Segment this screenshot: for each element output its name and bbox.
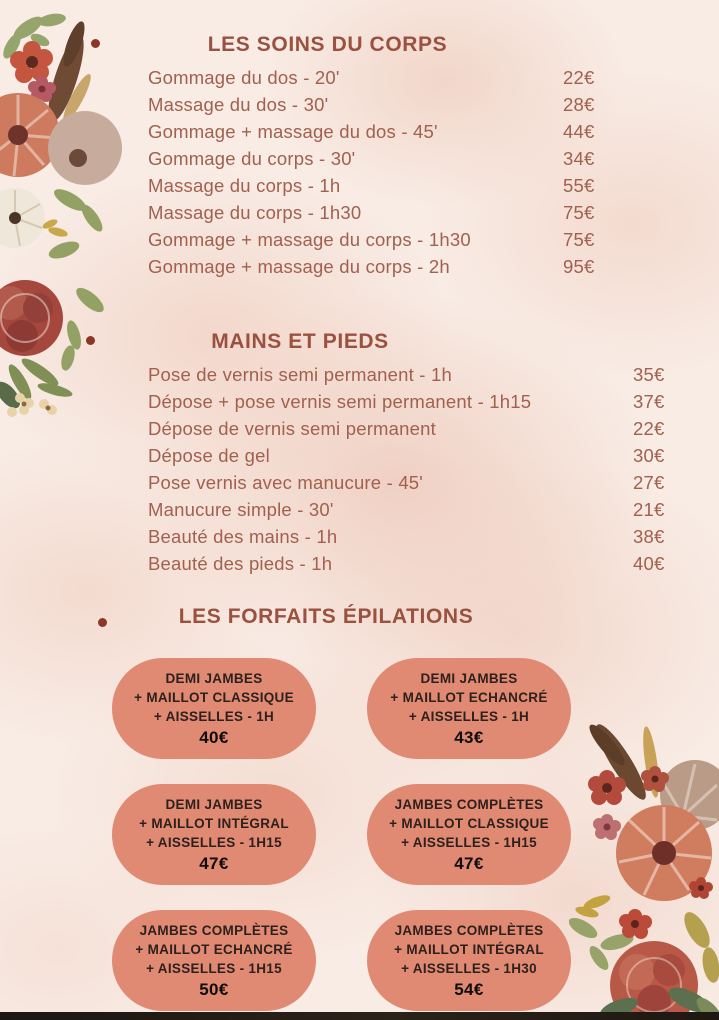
menu-list-mains-et-pieds xyxy=(148,361,688,577)
menu-item xyxy=(148,253,688,280)
section-bullet xyxy=(91,39,100,48)
package-line: DEMI JAMBES xyxy=(165,671,263,686)
package-line: + AISSELLES - 1H15 xyxy=(146,961,282,976)
menu-item xyxy=(148,415,688,442)
package-card xyxy=(367,910,571,1011)
menu-item xyxy=(148,91,688,118)
menu-item-price: 40€ xyxy=(633,553,665,574)
epilation-packages-grid xyxy=(112,658,571,1011)
menu-item-price: 21€ xyxy=(633,499,665,520)
menu-item xyxy=(148,361,688,388)
package-line: + MAILLOT ECHANCRÉ xyxy=(390,690,548,705)
menu-item xyxy=(148,145,688,172)
section-title-soins-du-corps: LES SOINS DU CORPS xyxy=(207,33,448,56)
package-line: + AISSELLES - 1H xyxy=(153,709,275,724)
menu-item-label: Manucure simple - 30' xyxy=(148,499,334,520)
menu-item-label: Gommage + massage du corps - 1h30 xyxy=(148,229,471,250)
menu-item-price: 30€ xyxy=(633,445,665,466)
package-line: DEMI JAMBES xyxy=(165,797,263,812)
menu-item-label: Beauté des mains - 1h xyxy=(148,526,338,547)
menu-item-price: 38€ xyxy=(633,526,665,547)
package-line: JAMBES COMPLÈTES xyxy=(394,797,544,812)
menu-item xyxy=(148,550,688,577)
package-line: JAMBES COMPLÈTES xyxy=(139,923,289,938)
menu-item-label: Massage du corps - 1h30 xyxy=(148,202,362,223)
section-bullet xyxy=(86,336,95,345)
menu-item-price: 22€ xyxy=(563,67,595,88)
package-card xyxy=(112,658,316,759)
menu-item xyxy=(148,442,688,469)
menu-item-price: 55€ xyxy=(563,175,595,196)
menu-item-label: Dépose + pose vernis semi permanent - 1h15 xyxy=(148,391,532,412)
menu-item-label: Massage du dos - 30' xyxy=(148,94,329,115)
menu-list-soins-du-corps xyxy=(148,64,688,280)
package-price: 40€ xyxy=(199,728,229,747)
section-title-mains-et-pieds: MAINS ET PIEDS xyxy=(211,330,389,353)
package-line: + AISSELLES - 1H15 xyxy=(146,835,282,850)
menu-item xyxy=(148,469,688,496)
menu-item-price: 44€ xyxy=(563,121,595,142)
package-price: 47€ xyxy=(199,854,229,873)
menu-item xyxy=(148,199,688,226)
menu-item-label: Gommage + massage du dos - 45' xyxy=(148,121,438,142)
package-line: + MAILLOT INTÉGRAL xyxy=(139,816,289,831)
menu-item xyxy=(148,226,688,253)
package-card xyxy=(112,784,316,885)
package-card xyxy=(367,784,571,885)
package-line: + MAILLOT ECHANCRÉ xyxy=(135,942,293,957)
menu-item xyxy=(148,388,688,415)
menu-item xyxy=(148,118,688,145)
package-price: 43€ xyxy=(454,728,484,747)
menu-item xyxy=(148,523,688,550)
menu-item-label: Beauté des pieds - 1h xyxy=(148,553,333,574)
package-price: 47€ xyxy=(454,854,484,873)
package-card xyxy=(112,910,316,1011)
section-bullet xyxy=(98,618,107,627)
section-title-forfaits-epilations: LES FORFAITS ÉPILATIONS xyxy=(178,605,474,628)
package-price: 50€ xyxy=(199,980,229,999)
package-line: + MAILLOT INTÉGRAL xyxy=(394,942,544,957)
menu-item-price: 27€ xyxy=(633,472,665,493)
menu-item-price: 75€ xyxy=(563,229,595,250)
menu-item-label: Dépose de vernis semi permanent xyxy=(148,418,436,439)
package-line: + AISSELLES - 1H15 xyxy=(401,835,537,850)
menu-item xyxy=(148,496,688,523)
menu-item xyxy=(148,172,688,199)
menu-item-price: 75€ xyxy=(563,202,595,223)
menu-item-label: Pose vernis avec manucure - 45' xyxy=(148,472,424,493)
menu-item xyxy=(148,64,688,91)
bottom-edge-strip xyxy=(0,1012,719,1020)
package-price: 54€ xyxy=(454,980,484,999)
menu-item-label: Gommage + massage du corps - 2h xyxy=(148,256,450,277)
package-line: + AISSELLES - 1H30 xyxy=(401,961,537,976)
menu-item-price: 28€ xyxy=(563,94,595,115)
menu-item-label: Massage du corps - 1h xyxy=(148,175,341,196)
menu-item-price: 37€ xyxy=(633,391,665,412)
menu-item-price: 34€ xyxy=(563,148,595,169)
menu-item-label: Gommage du dos - 20' xyxy=(148,67,340,88)
package-line: DEMI JAMBES xyxy=(420,671,518,686)
package-card xyxy=(367,658,571,759)
menu-item-label: Gommage du corps - 30' xyxy=(148,148,356,169)
package-line: + MAILLOT CLASSIQUE xyxy=(134,690,294,705)
package-line: + MAILLOT CLASSIQUE xyxy=(389,816,549,831)
package-line: + AISSELLES - 1H xyxy=(408,709,530,724)
menu-item-label: Pose de vernis semi permanent - 1h xyxy=(148,364,452,385)
package-line: JAMBES COMPLÈTES xyxy=(394,923,544,938)
menu-item-price: 95€ xyxy=(563,256,595,277)
menu-item-label: Dépose de gel xyxy=(148,445,270,466)
menu-item-price: 35€ xyxy=(633,364,665,385)
menu-item-price: 22€ xyxy=(633,418,665,439)
